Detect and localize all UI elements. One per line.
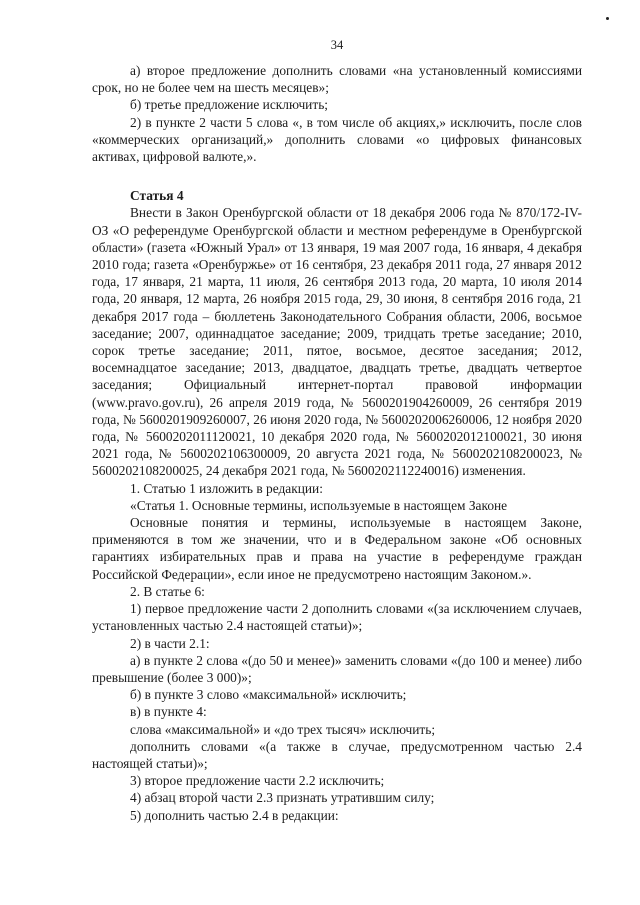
page-number: 34 (330, 38, 344, 52)
article-item-2: 2. В статье 6: (130, 583, 205, 599)
article-intro-paragraph: Внести в Закон Оренбургской области от 18 декабря 2006 года № 870/172-IV-ОЗ «О референдуме Оренбургской области и местном референдуме в Оренбургской области» (газета «Южный Урал» от 13 января, 19 мая 2007 года, 16 января, 4 декабря 2010 года; газета «Оренбуржье» от 16 сентября, 23 декабря 2011 года, 27 января 2012 года, 17 января, 21 марта, 11 июля, 26 сентября 2013 года, 20 марта, 10 июля 2014 года, 20 января, 12 марта, 26 ноября 2015 года, 29, 30 июня, 8 сентября 2016 года, 21 декабря 2017 года – бюллетень Законодательного Собрания области, 2006, восьмое заседание; 2007, одиннадцатое заседание; 2009, тридцать третье заседание; 2010, сорок третье заседание; 2011, пятое, восьмое, десятое заседания; 2012, восемнадцатое заседание; 2013, двадцатое, двадцать третье, двадцать четвертое заседания; Официальный интернет-портал правовой информации (www.pravo.gov.ru), 26 апреля 2019 года, № 5600201904260009, 26 сентября 2019 года, № 5600201909260007, 26 июня 2020 года, № 5600202006260006, 12 ноября 2020 года, № 5600202011120021, 10 декабря 2020 года, № 5600202012100021, 30 июня 2021 года, № 5600202106300009, 20 августа 2021 года, № 5600202108200023, № 5600202108200025, 24 декабря 2021 года, № 5600202112240016) изменения. (92, 205, 582, 479)
subitem-2-v-line-2: дополнить словами «(а также в случае, предусмотренном частью 2.4 настоящей статьи)»; (92, 738, 582, 771)
amendment-item-2: 2) в пункте 2 части 5 слова «, в том числе об акциях,» исключить, после слов «коммерческих организаций,» дополнить словами «о цифровых финансовых активах, цифровой валюте,». (92, 114, 582, 165)
subitem-2-b: б) в пункте 3 слово «максимальной» исключить; (130, 687, 407, 703)
article-title: Статья 4 (130, 188, 184, 204)
subitem-2-v: в) в пункте 4: (130, 704, 207, 720)
subitem-2-v-line-1: слова «максимальной» и «до трех тысяч» исключить; (130, 721, 436, 737)
subitem-5: 5) дополнить частью 2.4 в редакции: (130, 807, 339, 823)
subitem-1: 1) первое предложение части 2 дополнить словами «(за исключением случаев, установленных частью 2.4 настоящей статьи)»; (92, 601, 582, 634)
quoted-article-heading: «Статья 1. Основные термины, используемые в настоящем Законе (130, 497, 508, 513)
subitem-2-a: а) в пункте 2 слова «(до 50 и менее)» заменить словами «(до 100 и менее) либо превышение (более 3 000)»; (92, 652, 582, 685)
amendment-item-b: б) третье предложение исключить; (130, 97, 329, 113)
subitem-4: 4) абзац второй части 2.3 признать утратившим силу; (130, 790, 435, 806)
quoted-article-text: Основные понятия и термины, используемые в настоящем Законе, применяются в том же значении, что и в Федеральном законе «Об основных гарантиях избирательных прав и права на участие в референдуме граждан Российской Федерации», если иное не предусмотрено настоящим Законом.». (92, 515, 582, 582)
subitem-2: 2) в части 2.1: (130, 635, 210, 651)
article-item-1: 1. Статью 1 изложить в редакции: (130, 480, 323, 496)
amendment-item-a: а) второе предложение дополнить словами «на установленный комиссиями срок, но не более чем на шесть месяцев»; (92, 63, 582, 96)
scan-artifact-dot (606, 17, 609, 20)
subitem-3: 3) второе предложение части 2.2 исключить; (130, 773, 385, 789)
